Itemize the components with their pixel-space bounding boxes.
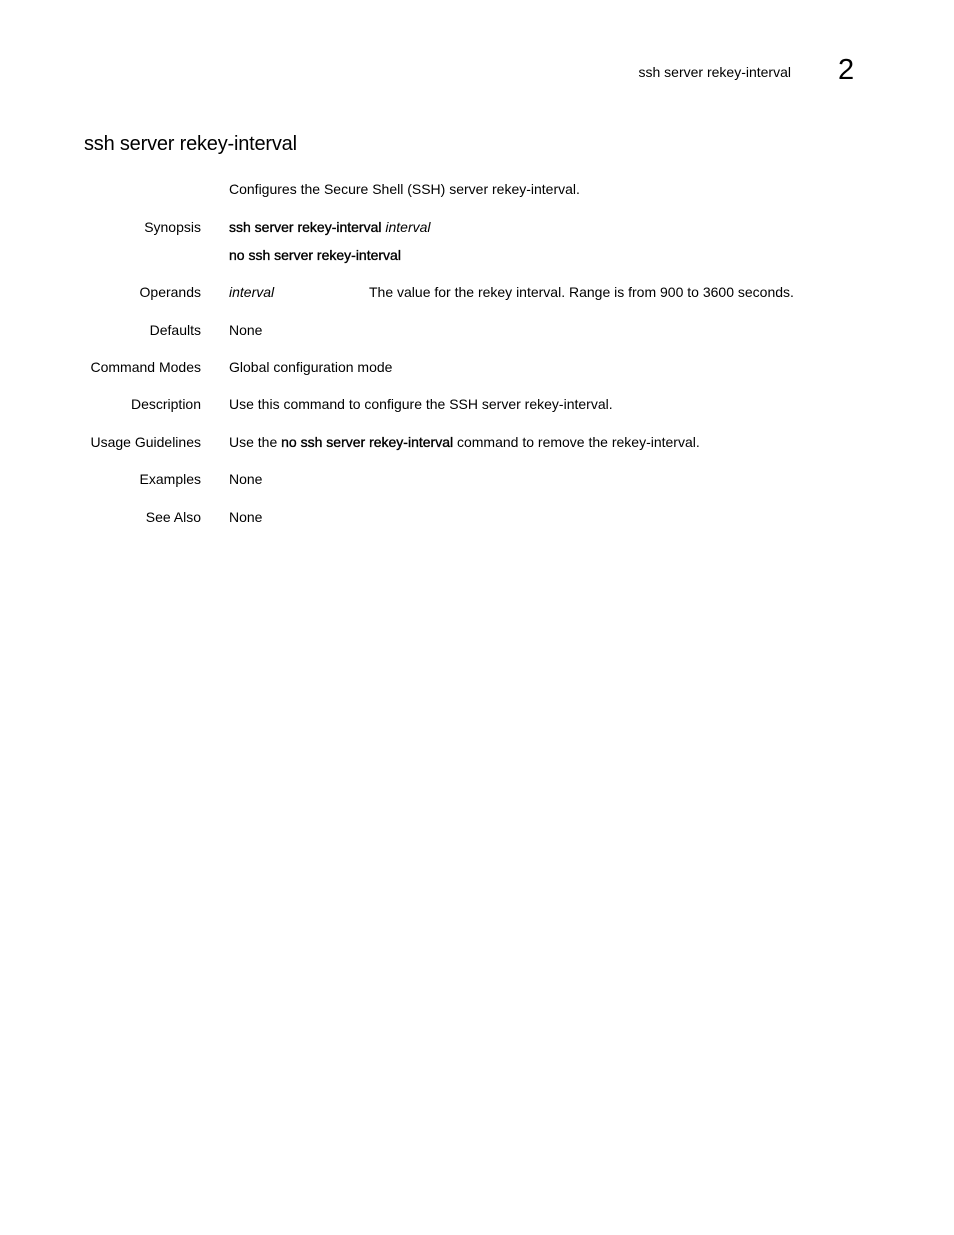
description-label: Description [130, 396, 201, 412]
operand-description: The value for the rekey interval. Range is from 900 to 3600 seconds. [369, 284, 794, 300]
usage-command: no ssh server rekey-interval [281, 434, 454, 450]
description-value: Use this command to configure the SSH server rekey-interval. [229, 396, 613, 412]
synopsis-no-command: no ssh server rekey-interval [229, 247, 401, 263]
page-title: ssh server rekey-interval [84, 133, 297, 155]
usage-prefix: Use the [229, 434, 282, 450]
operands-label: Operands [139, 284, 201, 300]
usage-suffix: command to remove the rekey-interval. [453, 434, 700, 450]
synopsis-label: Synopsis [144, 219, 201, 235]
command-modes-value: Global configuration mode [229, 359, 393, 375]
examples-value: None [229, 471, 263, 487]
intro-text: Configures the Secure Shell (SSH) server rekey-interval. [229, 181, 580, 197]
running-header: ssh server rekey-interval [638, 64, 791, 80]
examples-label: Examples [139, 471, 201, 487]
chapter-number: 2 [838, 54, 855, 86]
command-modes-label: Command Modes [90, 359, 201, 375]
defaults-label: Defaults [149, 322, 201, 338]
usage-guidelines-label: Usage Guidelines [90, 434, 201, 450]
synopsis-argument: interval [385, 219, 431, 235]
synopsis-line-2 [229, 246, 869, 264]
synopsis-line-1 [229, 218, 869, 236]
see-also-label: See Also [145, 509, 201, 525]
see-also-value: None [229, 509, 263, 525]
synopsis-command: ssh server rekey-interval [229, 219, 382, 235]
operand-name: interval [229, 284, 275, 300]
usage-guidelines-value [229, 433, 869, 451]
defaults-value: None [229, 322, 263, 338]
